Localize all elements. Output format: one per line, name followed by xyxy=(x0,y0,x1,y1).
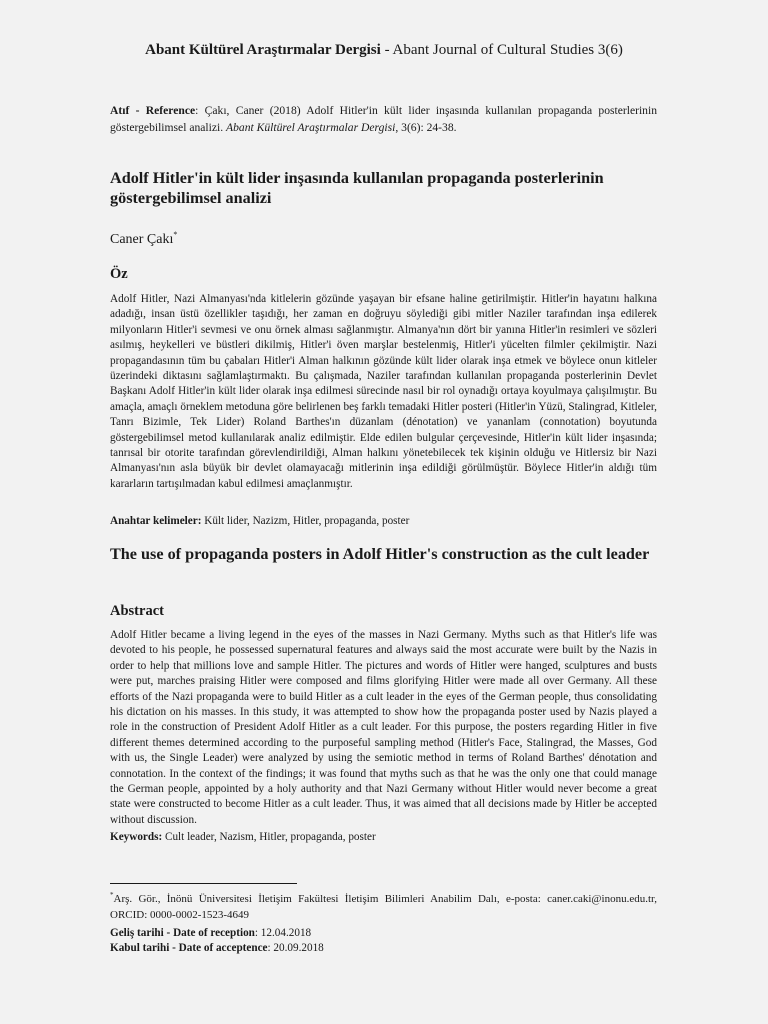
author-name: Caner Çakı xyxy=(110,232,174,247)
journal-title-en: Abant Journal of Cultural Studies 3(6) xyxy=(392,42,623,58)
abstract-text: Adolf Hitler became a living legend in the eyes of the masses in Nazi Germany. Myths such as that Hitler's life was devoted to his people, he possessed supernatural features and always said the most accurate were built by the Nazis in order to help that millions love and sample Hitler. The pictures and words of Hitler were hanged, sculptures and busts were put, marches praising Hitler were composed and films glorifying Hitler were made all over Germany. All these efforts of the Nazi propaganda were to build Hitler as a cult leader in the eyes of the German people, thus consolidating his dictation on his masses. In this study, it was attempted to show how the propaganda poster used by Nazis played a role in the construction of President Adolf Hitler as a cult leader. For this purpose, the posters regarding Hitler in five different themes determined according to the purposeful sampling method (Hitler's Face, Stalingrad, the Masses, God with us, the Single Leader) were analyzed by using the semiotic method in terms of Roland Barthes' dénotation and connotation. In the context of the findings; it was found that myths such as that he was the only one that could manage the German people, appointed by a holy authority and that Nazi Germany without Hitler would never become a great state were constructed to become Hitler as a cult leader. Thus, it was aimed that all decisions made by Hitler be accepted without discussion. xyxy=(110,629,657,826)
running-header xyxy=(0,42,768,59)
citation xyxy=(110,102,657,136)
date-reception xyxy=(110,926,657,941)
date-reception-value: : 12.04.2018 xyxy=(254,927,312,939)
footnote-text: Arş. Gör., İnönü Üniversitesi İletişim Fakültesi İletişim Bilimleri Anabilim Dalı, e-posta: caner.caki@inonu.edu.tr, ORCID: 0000-0002-1523-4649 xyxy=(110,893,657,921)
citation-volume: , 3(6): 24-38. xyxy=(395,121,457,134)
footnote-divider xyxy=(110,883,297,884)
title-en: The use of propaganda posters in Adolf Hitler's construction as the cult leader xyxy=(110,545,650,563)
oz-body xyxy=(110,292,657,492)
citation-text: : Çakı, Caner (2018) Adolf Hitler'in kült lider inşasında kullanılan propaganda posterlerinin göstergebilimsel analizi. xyxy=(110,104,657,134)
footnote xyxy=(110,888,657,923)
title-tr: Adolf Hitler'in kült lider inşasında kullanılan propaganda posterlerinin göstergebilimsel analizi xyxy=(110,169,604,207)
keywords-en-label: Keywords: xyxy=(110,831,163,843)
citation-label: Atıf - Reference xyxy=(110,104,196,117)
journal-title-tr: Abant Kültürel Araştırmalar Dergisi xyxy=(145,42,381,58)
keywords-tr xyxy=(110,515,657,527)
oz-heading: Öz xyxy=(110,266,128,282)
citation-journal: Abant Kültürel Araştırmalar Dergisi xyxy=(226,121,396,134)
date-acceptance-value: : 20.09.2018 xyxy=(267,941,324,954)
footnote-mark: * xyxy=(110,891,114,899)
author-footnote-mark: * xyxy=(173,230,178,239)
oz-text: Adolf Hitler, Nazi Almanyası'nda kitlelerin gözünde yaşayan bir efsane haline getirilmiştir. Hitler'in hayatını halkına adadığı, insan üstü özellikler taşıdığı, her zaman en doğruyu söylediği gibi mitler Naziler tarafından inşa edilerek milyonların Hitler'i sevmesi ve onu örnek alması sağlanmıştır. Almanya'nın dört bir yanına Hitler'in resimleri ve sözleri asılmış, heykelleri ve büstleri dikilmiş, Hitler'i öven marşlar bestelenmiş, Hitler'i yücelten filmler çekilmiştir. Nazi propagandasının tüm bu çabaları Hitler'i Alman halkının gözünde kült lider olarak inşa etmek ve böylece onun kitleler üzerindeki diktasını sağlamlaştırmaktı. Bu çalışmada, Naziler tarafından kullanılan propaganda posterlerinin Devlet Başkanı Adolf Hitler'in kült lider olarak inşa edilmesi sürecinde nasıl bir rol oynadığı ortaya koyulmaya çalışılmıştır. Bu amaçla, amaçlı örneklem metoduna göre belirlenen beş farklı temadaki Hitler posteri (Hitler'in Yüzü, Stalingrad, Kitleler, Tanrı Bizimle, Tek Lider) Roland Barthes'ın düzanlam (dénotation) ve yananlam (connotation) boyutunda göstergebilimsel metod kullanılarak analiz edilmiştir. Elde edilen bulgular çerçevesinde, Hitler'in kült lider inşasında; tanrısal bir otorite tarafından görevlendirildiği, Alman halkını yönetebilecek tek kişinin olduğu ve Hitlersiz bir Nazi Almanyası'nın asla büyük bir devlet olamayacağı mitlerinin inşa edildiği görülmüştür. Böylece Hitler'in aldığı tüm kararların tartışılmadan kabul edilmesi amaçlanmıştır. xyxy=(110,293,657,490)
keywords-tr-text: Kült lider, Nazizm, Hitler, propaganda, poster xyxy=(201,515,410,527)
date-reception-label: Geliş tarihi - Date of reception xyxy=(110,927,255,939)
abstract-heading: Abstract xyxy=(110,603,164,619)
date-acceptance xyxy=(110,941,657,956)
author xyxy=(110,230,177,248)
header-separator: - xyxy=(380,42,393,58)
keywords-tr-label: Anahtar kelimeler: xyxy=(110,515,202,527)
keywords-en-text: Cult leader, Nazism, Hitler, propaganda, poster xyxy=(162,831,376,843)
date-acceptance-label: Kabul tarihi - Date of acceptence xyxy=(110,941,268,954)
keywords-en xyxy=(110,831,657,843)
abstract-body xyxy=(110,628,657,828)
submission-dates xyxy=(110,926,657,955)
